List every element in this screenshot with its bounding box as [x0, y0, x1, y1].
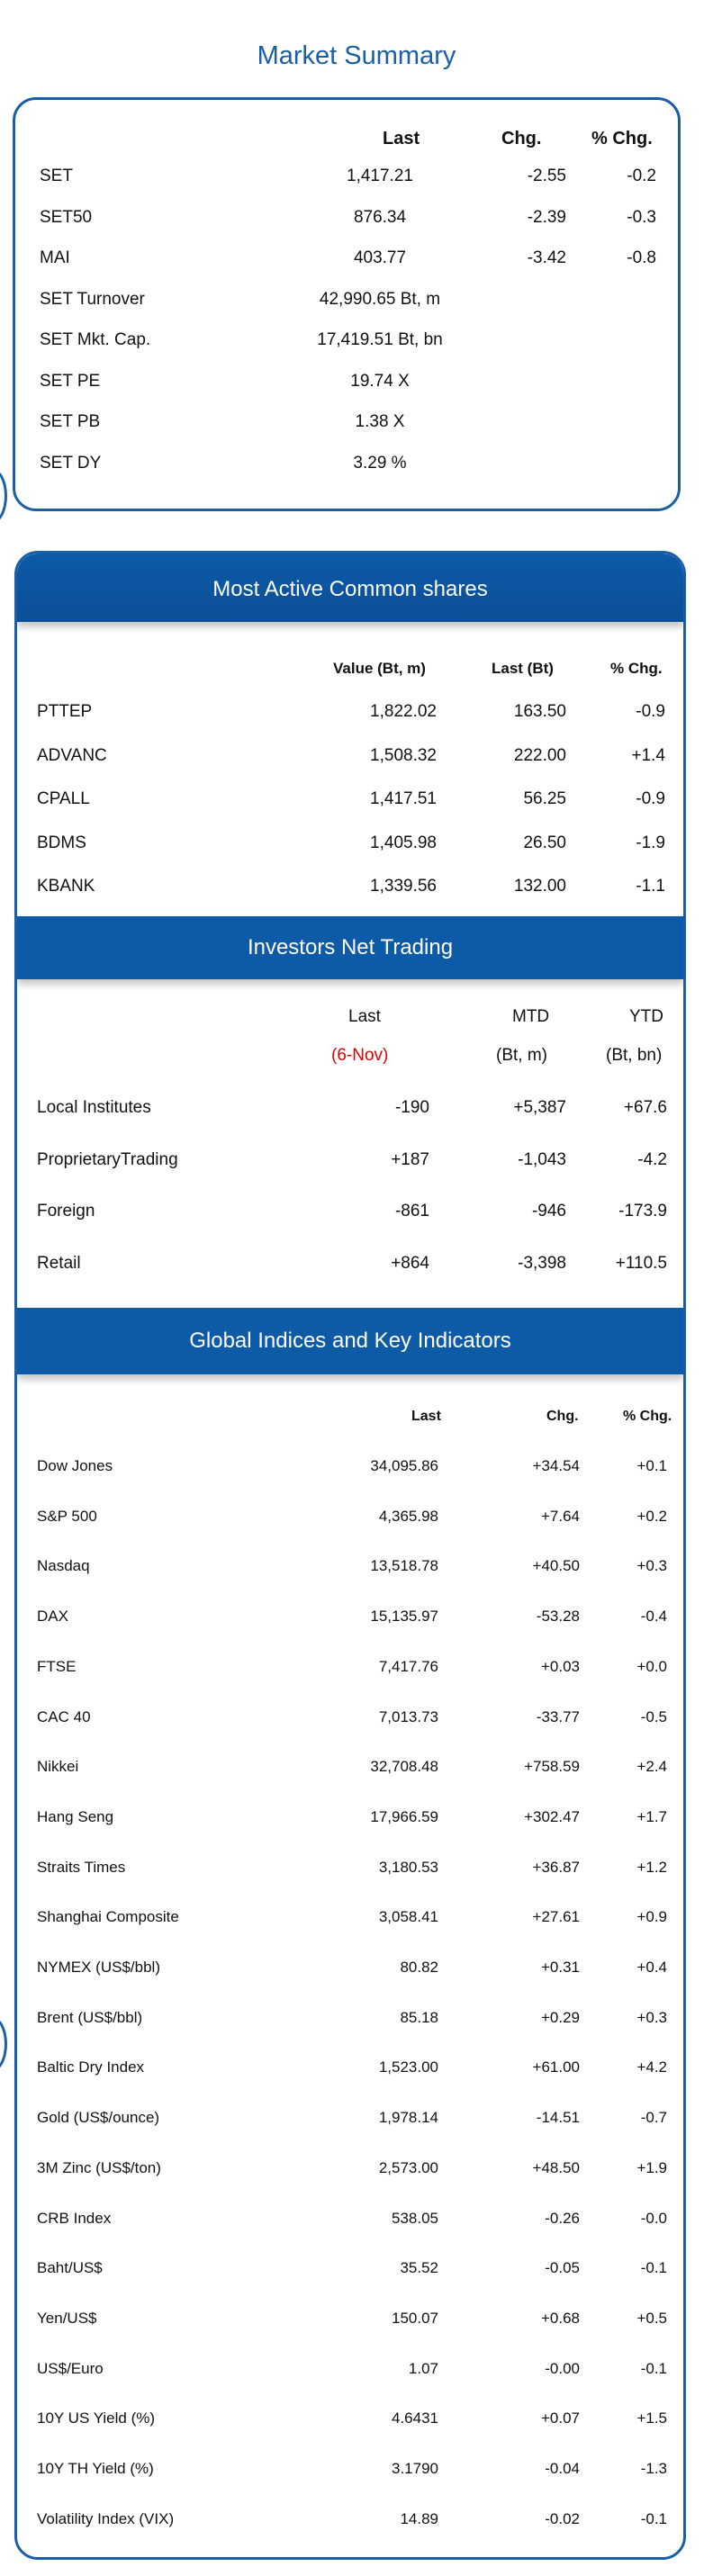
decorative-arc	[0, 2016, 7, 2072]
row-label: KBANK	[37, 877, 95, 896]
pct-chg-value: +0.0	[636, 1657, 667, 1675]
chg-value: +0.07	[540, 2409, 580, 2427]
last-value: 7,417.76	[378, 1657, 438, 1675]
last-value: +187	[391, 1149, 429, 1169]
row-label: Shanghai Composite	[37, 1908, 179, 1926]
chg-value: +0.68	[540, 2309, 580, 2327]
last-value: -190	[394, 1098, 429, 1117]
last-value: -861	[394, 1202, 429, 1220]
value-value: 1,508.32	[370, 745, 437, 765]
chg-value: +0.29	[540, 2008, 580, 2026]
pct-chg-value: -0.9	[636, 789, 665, 808]
row-label: Gold (US$/ounce)	[37, 2109, 160, 2127]
last-value: 3,180.53	[378, 1858, 438, 1876]
page-title: Market Summary	[257, 41, 456, 70]
table-row	[15, 330, 678, 357]
pct-chg-value: -0.1	[640, 2359, 667, 2377]
row-label: Retail	[37, 1253, 81, 1273]
row-label: SET PB	[40, 412, 101, 431]
row-label: NYMEX (US$/bbl)	[37, 1959, 160, 1976]
col-header-last: Last	[348, 1007, 381, 1026]
col-header-pct-chg: % Chg.	[623, 1409, 672, 1424]
row-label: MAI	[40, 248, 70, 267]
row-label: Foreign	[37, 1202, 95, 1220]
value-value: 1,339.56	[370, 877, 437, 896]
chg-value: -0.00	[545, 2359, 580, 2377]
row-label: Local Institutes	[37, 1098, 151, 1117]
row-label: ProprietaryTrading	[37, 1149, 178, 1169]
last-value: 35.52	[400, 2259, 438, 2277]
pct-chg-value: -0.8	[627, 248, 656, 267]
last-value: 15,135.97	[370, 1608, 438, 1626]
chg-value: +758.59	[524, 1758, 580, 1776]
table-row	[15, 372, 678, 399]
mtd-value: +5,387	[513, 1098, 566, 1117]
chg-value: -2.39	[527, 207, 566, 227]
last-value: 19.74 X	[350, 371, 410, 391]
row-label: Nikkei	[37, 1758, 79, 1776]
chg-value: -33.77	[536, 1707, 580, 1725]
row-label: Yen/US$	[37, 2309, 97, 2327]
mtd-value: -1,043	[518, 1149, 566, 1169]
row-label: SET PE	[40, 371, 101, 391]
investors-title: Investors Net Trading	[247, 935, 454, 959]
last-value: 2,573.00	[378, 2158, 438, 2176]
pct-chg-value: +2.4	[636, 1758, 667, 1776]
last-value: 85.18	[400, 2008, 438, 2026]
most-active-title: Most Active Common shares	[212, 577, 488, 601]
row-label: Brent (US$/bbl)	[37, 2008, 143, 2026]
col-header-last: Last	[383, 129, 420, 149]
pct-chg-value: +0.2	[636, 1507, 667, 1525]
last-value: +864	[391, 1253, 429, 1273]
pct-chg-value: +0.3	[636, 2008, 667, 2026]
chg-value: +36.87	[532, 1858, 580, 1876]
chg-value: +7.64	[540, 1507, 580, 1525]
pct-chg-value: -0.4	[640, 1608, 667, 1626]
last-value: 7,013.73	[378, 1707, 438, 1725]
table-row	[15, 454, 678, 481]
row-label: PTTEP	[37, 702, 93, 721]
ytd-value: +110.5	[615, 1253, 667, 1273]
pct-chg-value: -0.1	[640, 2509, 667, 2527]
market-summary-table	[13, 97, 681, 511]
chg-value: -53.28	[536, 1608, 580, 1626]
decorative-arc	[0, 468, 7, 524]
value-value: 1,405.98	[370, 833, 437, 852]
row-label: 10Y TH Yield (%)	[37, 2460, 154, 2477]
pct-chg-value: +0.1	[636, 1457, 667, 1474]
last-value: 17,966.59	[370, 1807, 438, 1825]
mtd-value: -946	[531, 1202, 566, 1220]
col-header-chg: Chg.	[501, 129, 542, 149]
last-value: 4.6431	[392, 2409, 438, 2427]
last-value: 13,518.78	[370, 1557, 438, 1575]
investors-header	[17, 916, 683, 979]
pct-chg-value: -0.9	[636, 702, 665, 721]
row-label: Dow Jones	[37, 1457, 113, 1474]
row-label: DAX	[37, 1608, 68, 1626]
chg-value: -2.55	[527, 167, 566, 185]
pct-chg-value: +0.4	[636, 1959, 667, 1976]
last-value: 1,978.14	[378, 2109, 438, 2127]
last-value: 150.07	[392, 2309, 438, 2327]
last-value: 26.50	[523, 833, 566, 852]
chg-value: -0.02	[545, 2509, 580, 2527]
row-label: CRB Index	[37, 2209, 112, 2227]
last-value: 1.38 X	[355, 412, 405, 431]
row-label: CAC 40	[37, 1707, 91, 1725]
last-value: 32,708.48	[370, 1758, 438, 1776]
date-label: (6-Nov)	[331, 1046, 389, 1065]
col-header-last: Last	[411, 1409, 441, 1424]
chg-value: +40.50	[532, 1557, 580, 1575]
chg-value: +61.00	[532, 2058, 580, 2076]
col-header-value: Value (Bt, m)	[333, 660, 426, 677]
row-label: Volatility Index (VIX)	[37, 2509, 175, 2527]
row-label: SET50	[40, 207, 93, 227]
last-value: 876.34	[353, 207, 407, 227]
last-value: 1,523.00	[378, 2058, 438, 2076]
pct-chg-value: -0.0	[640, 2209, 667, 2227]
table-row	[15, 248, 678, 275]
mtd-unit: (Bt, m)	[496, 1046, 547, 1065]
chg-value: -0.26	[545, 2209, 580, 2227]
ytd-value: +67.6	[623, 1098, 667, 1117]
last-value: 3.29 %	[353, 453, 407, 473]
last-value: 14.89	[400, 2509, 438, 2527]
market-details-panel	[14, 551, 686, 2560]
col-header-pct-chg: % Chg.	[610, 660, 663, 677]
table-row	[15, 208, 678, 235]
last-value: 163.50	[513, 702, 566, 721]
col-header-last: Last (Bt)	[492, 660, 554, 677]
col-header-chg: Chg.	[546, 1409, 579, 1424]
chg-value: +0.31	[540, 1959, 580, 1976]
chg-value: -0.05	[545, 2259, 580, 2277]
row-label: Hang Seng	[37, 1807, 114, 1825]
last-value: 3.1790	[392, 2460, 438, 2477]
table-row	[15, 167, 678, 194]
row-label: CPALL	[37, 789, 90, 808]
row-label: FTSE	[37, 1657, 77, 1675]
last-value: 80.82	[400, 1959, 438, 1976]
pct-chg-value: +1.4	[631, 745, 665, 765]
chg-value: +0.03	[540, 1657, 580, 1675]
pct-chg-value: +1.2	[636, 1858, 667, 1876]
last-value: 222.00	[513, 745, 566, 765]
ytd-value: -173.9	[618, 1202, 667, 1220]
pct-chg-value: -1.3	[640, 2460, 667, 2477]
pct-chg-value: +4.2	[636, 2058, 667, 2076]
row-label: SET Mkt. Cap.	[40, 330, 151, 349]
mtd-value: -3,398	[518, 1253, 566, 1273]
pct-chg-value: +0.9	[636, 1908, 667, 1926]
last-value: 17,419.51 Bt, bn	[317, 330, 443, 349]
pct-chg-value: -0.1	[640, 2259, 667, 2277]
row-label: SET DY	[40, 453, 102, 473]
ytd-value: -4.2	[637, 1149, 667, 1169]
pct-chg-value: -0.5	[640, 1707, 667, 1725]
value-value: 1,822.02	[370, 702, 437, 721]
last-value: 34,095.86	[370, 1457, 438, 1474]
pct-chg-value: +0.5	[636, 2309, 667, 2327]
last-value: 538.05	[392, 2209, 438, 2227]
last-value: 4,365.98	[378, 1507, 438, 1525]
row-label: Nasdaq	[37, 1557, 90, 1575]
table-row	[15, 412, 678, 439]
row-label: ADVANC	[37, 745, 107, 765]
row-label: 3M Zinc (US$/ton)	[37, 2158, 161, 2176]
last-value: 1.07	[408, 2359, 438, 2377]
chg-value: +27.61	[532, 1908, 580, 1926]
row-label: SET	[40, 167, 73, 185]
row-label: US$/Euro	[37, 2359, 104, 2377]
col-header-mtd: MTD	[512, 1007, 550, 1026]
table-row	[15, 290, 678, 317]
row-label: SET Turnover	[40, 289, 145, 309]
col-header-ytd: YTD	[629, 1007, 663, 1026]
pct-chg-value: -0.7	[640, 2109, 667, 2127]
row-label: Straits Times	[37, 1858, 126, 1876]
chg-value: +48.50	[532, 2158, 580, 2176]
chg-value: +34.54	[532, 1457, 580, 1474]
last-value: 1,417.21	[347, 167, 413, 185]
chg-value: -0.04	[545, 2460, 580, 2477]
row-label: Baht/US$	[37, 2259, 103, 2277]
last-value: 3,058.41	[378, 1908, 438, 1926]
chg-value: -14.51	[536, 2109, 580, 2127]
pct-chg-value: +1.7	[636, 1807, 667, 1825]
most-active-header	[17, 554, 683, 622]
row-label: BDMS	[37, 833, 86, 852]
pct-chg-value: -1.1	[636, 877, 665, 896]
global-indices-title: Global Indices and Key Indicators	[189, 1329, 511, 1353]
ytd-unit: (Bt, bn)	[606, 1046, 663, 1065]
row-label: Baltic Dry Index	[37, 2058, 145, 2076]
last-value: 403.77	[353, 248, 407, 267]
last-value: 132.00	[513, 877, 566, 896]
pct-chg-value: +1.5	[636, 2409, 667, 2427]
last-value: 56.25	[523, 789, 566, 808]
row-label: 10Y US Yield (%)	[37, 2409, 156, 2427]
col-header-pct-chg: % Chg.	[591, 129, 653, 149]
pct-chg-value: +0.3	[636, 1557, 667, 1575]
pct-chg-value: -0.3	[627, 207, 656, 227]
chg-value: -3.42	[527, 248, 566, 267]
row-label: S&P 500	[37, 1507, 97, 1525]
value-value: 1,417.51	[370, 789, 437, 808]
pct-chg-value: +1.9	[636, 2158, 667, 2176]
chg-value: +302.47	[524, 1807, 580, 1825]
last-value: 42,990.65 Bt, m	[319, 289, 441, 309]
pct-chg-value: -1.9	[636, 833, 665, 852]
pct-chg-value: -0.2	[627, 167, 656, 185]
global-indices-header	[17, 1308, 683, 1374]
